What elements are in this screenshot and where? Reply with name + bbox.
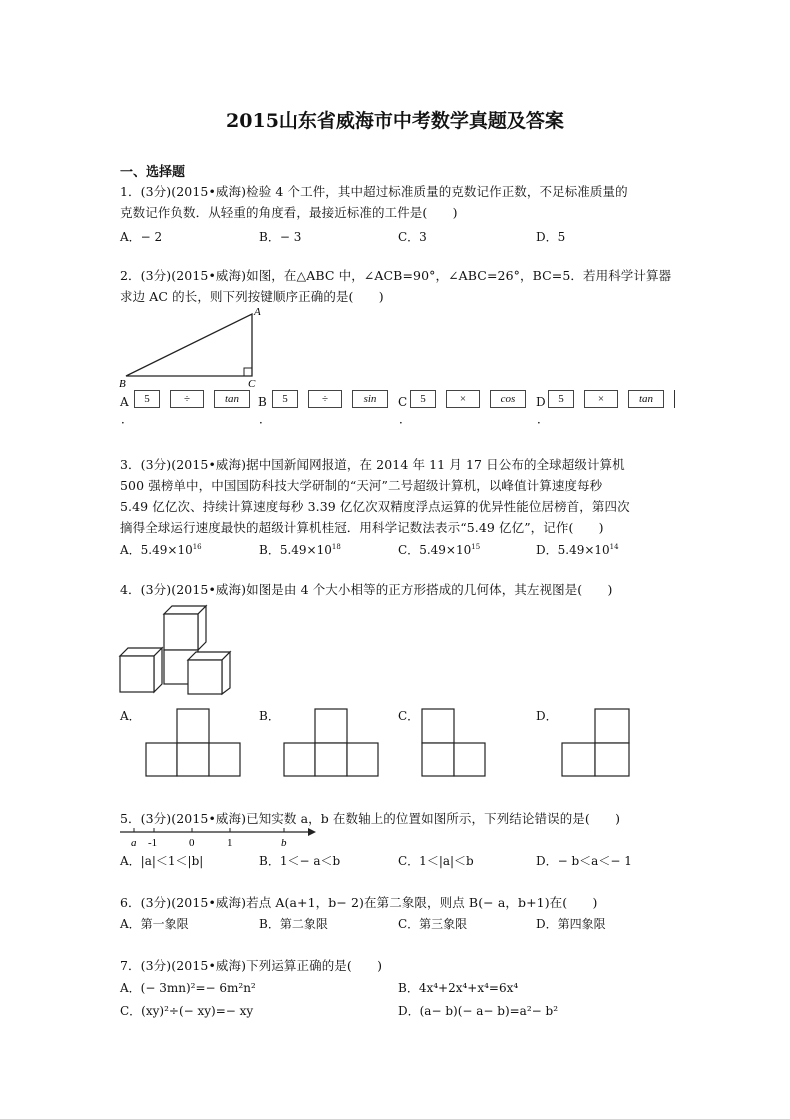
- axis-label-b: b: [281, 837, 287, 849]
- number-line: [118, 826, 318, 850]
- option-exponent: 15: [471, 543, 481, 551]
- option-d[interactable]: D．第四象限: [536, 917, 606, 931]
- view-square: [284, 743, 315, 776]
- option-c[interactable]: C．1＜|a|＜b: [398, 854, 474, 868]
- option-dot: ．: [399, 412, 412, 426]
- key-multiply[interactable]: ×: [584, 390, 618, 408]
- view-square: [177, 743, 209, 776]
- view-square: [595, 709, 629, 743]
- key-divide[interactable]: ÷: [308, 390, 342, 408]
- option-a[interactable]: A．第一象限: [120, 917, 189, 931]
- axis-label-a: a: [131, 837, 137, 849]
- option-a[interactable]: [120, 541, 202, 558]
- cube-face: [154, 648, 162, 692]
- option-base: 5.49×10: [419, 543, 472, 557]
- option-d[interactable]: D．(a− b)(− a− b)=a²− b²: [398, 1004, 559, 1018]
- view-square: [315, 709, 347, 743]
- option-base: 5.49×10: [140, 543, 193, 557]
- option-b-figure: [283, 707, 380, 779]
- question-text: 克数记作负数．从轻重的角度看，最接近标准的工件是( ): [120, 205, 458, 220]
- view-square: [595, 743, 629, 776]
- axis-label-neg1: -1: [148, 837, 158, 849]
- option-dot: ．: [259, 412, 272, 426]
- option-d[interactable]: D: [536, 395, 546, 409]
- question-text: 6．(3分)(2015•威海)若点 A(a+1，b− 2)在第二象限，则点 B(− a，b+1)在( ): [120, 895, 598, 910]
- view-square: [562, 743, 595, 776]
- key-multiply[interactable]: ×: [446, 390, 480, 408]
- option-c-figure: [421, 707, 487, 779]
- option-c[interactable]: C．3: [398, 230, 427, 244]
- view-square: [315, 743, 347, 776]
- option-exponent: 18: [331, 543, 341, 551]
- vertex-label-a: A: [254, 306, 261, 318]
- option-b[interactable]: B: [258, 395, 267, 409]
- view-square: [422, 743, 454, 776]
- page-title: 2015山东省威海市中考数学真题及答案: [226, 110, 564, 132]
- view-square: [146, 743, 177, 776]
- question-text: 2．(3分)(2015•威海)如图，在△ABC 中，∠ACB=90°，∠ABC=26°，BC=5．若用科学计算器: [120, 268, 672, 283]
- cube-face: [120, 656, 154, 692]
- option-c[interactable]: C．: [398, 709, 420, 723]
- key-divide[interactable]: ÷: [170, 390, 204, 408]
- vertex-label-c: C: [248, 378, 256, 390]
- question-text: 1．(3分)(2015•威海)检验 4 个工件，其中超过标准质量的克数记作正数，不足标准质量的: [120, 184, 628, 199]
- option-b[interactable]: [259, 541, 341, 558]
- question-text: 4．(3分)(2015•威海)如图是由 4 个大小相等的正方形搭成的几何体，其左视图是( ): [120, 582, 613, 597]
- option-letter: C．: [398, 543, 420, 557]
- question-text: 500 强榜单中，中国国防科技大学研制的“天河”二号超级计算机，以峰值计算速度每秒: [120, 478, 603, 493]
- option-d[interactable]: D．− b＜a＜− 1: [536, 854, 632, 868]
- cubes-figure: [116, 600, 240, 696]
- option-letter: B．: [259, 543, 280, 557]
- option-letter: A．: [120, 543, 141, 557]
- triangle-abc: [126, 314, 252, 376]
- view-square: [177, 709, 209, 743]
- axis-label-0: 0: [189, 837, 195, 849]
- option-dot: ．: [121, 412, 134, 426]
- cube-face: [164, 614, 198, 650]
- right-angle-mark: [244, 368, 252, 376]
- option-a[interactable]: A．− 2: [120, 230, 163, 244]
- option-d[interactable]: D．: [536, 709, 558, 723]
- cube-face: [188, 660, 222, 694]
- view-square: [454, 743, 485, 776]
- option-b[interactable]: B．: [259, 709, 280, 723]
- option-d-figure: [561, 707, 631, 779]
- question-text: 3．(3分)(2015•威海)据中国新闻网报道，在 2014 年 11 月 17 日公布的全球超级计算机: [120, 457, 625, 472]
- option-a[interactable]: A．(− 3mn)²=− 6m²n²: [120, 981, 256, 995]
- option-a-figure: [145, 707, 242, 779]
- key-tan[interactable]: tan: [214, 390, 250, 408]
- option-a[interactable]: A: [120, 395, 129, 409]
- axis-label-1: 1: [227, 837, 233, 849]
- option-base: 5.49×10: [557, 543, 610, 557]
- key-cos[interactable]: cos: [490, 390, 526, 408]
- question-text: 5．(3分)(2015•威海)已知实数 a，b 在数轴上的位置如图所示，下列结论错误的是( ): [120, 811, 621, 826]
- option-b[interactable]: B．第二象限: [259, 917, 328, 931]
- section-title: 一、选择题: [120, 165, 186, 180]
- option-exponent: 16: [192, 543, 202, 551]
- key-5[interactable]: 5: [548, 390, 574, 408]
- axis-arrow: [308, 828, 316, 836]
- option-c[interactable]: C．(xy)²÷(− xy)=− xy: [120, 1004, 254, 1018]
- view-square: [347, 743, 378, 776]
- option-b[interactable]: B．4x⁴+2x⁴+x⁴=6x⁴: [398, 981, 519, 995]
- key-5[interactable]: 5: [134, 390, 160, 408]
- key-5[interactable]: 5: [272, 390, 298, 408]
- vertex-label-b: B: [119, 378, 126, 390]
- key-5[interactable]: 5: [410, 390, 436, 408]
- view-square: [422, 709, 454, 743]
- key-tan[interactable]: tan: [628, 390, 664, 408]
- question-text: 7．(3分)(2015•威海)下列运算正确的是( ): [120, 958, 383, 973]
- question-text: 摘得全球运行速度最快的超级计算机桂冠．用科学记数法表示“5.49 亿亿”，记作( ): [120, 520, 604, 535]
- option-a[interactable]: A．: [120, 709, 141, 723]
- key-sin[interactable]: sin: [352, 390, 388, 408]
- option-exponent: 14: [609, 543, 619, 551]
- triangle-figure: [116, 304, 266, 390]
- option-b[interactable]: B．− 3: [259, 230, 302, 244]
- cube-face: [222, 652, 230, 694]
- option-d[interactable]: D．5: [536, 230, 566, 244]
- option-a[interactable]: A．|a|＜1＜|b|: [120, 854, 204, 868]
- option-c[interactable]: C: [398, 395, 408, 409]
- option-letter: D．: [536, 543, 558, 557]
- option-b[interactable]: B．1＜− a＜b: [259, 854, 341, 868]
- option-base: 5.49×10: [279, 543, 332, 557]
- cube-face: [198, 606, 206, 650]
- divider: [674, 390, 675, 408]
- view-square: [209, 743, 240, 776]
- question-text: 5.49 亿亿次、持续计算速度每秒 3.39 亿亿次双精度浮点运算的优异性能位居榜首，第四次: [120, 499, 630, 514]
- question-text: 求边 AC 的长，则下列按键顺序正确的是( ): [120, 289, 384, 304]
- option-c[interactable]: C．第三象限: [398, 917, 468, 931]
- option-d[interactable]: [536, 541, 619, 558]
- option-dot: ．: [537, 412, 550, 426]
- option-c[interactable]: [398, 541, 480, 558]
